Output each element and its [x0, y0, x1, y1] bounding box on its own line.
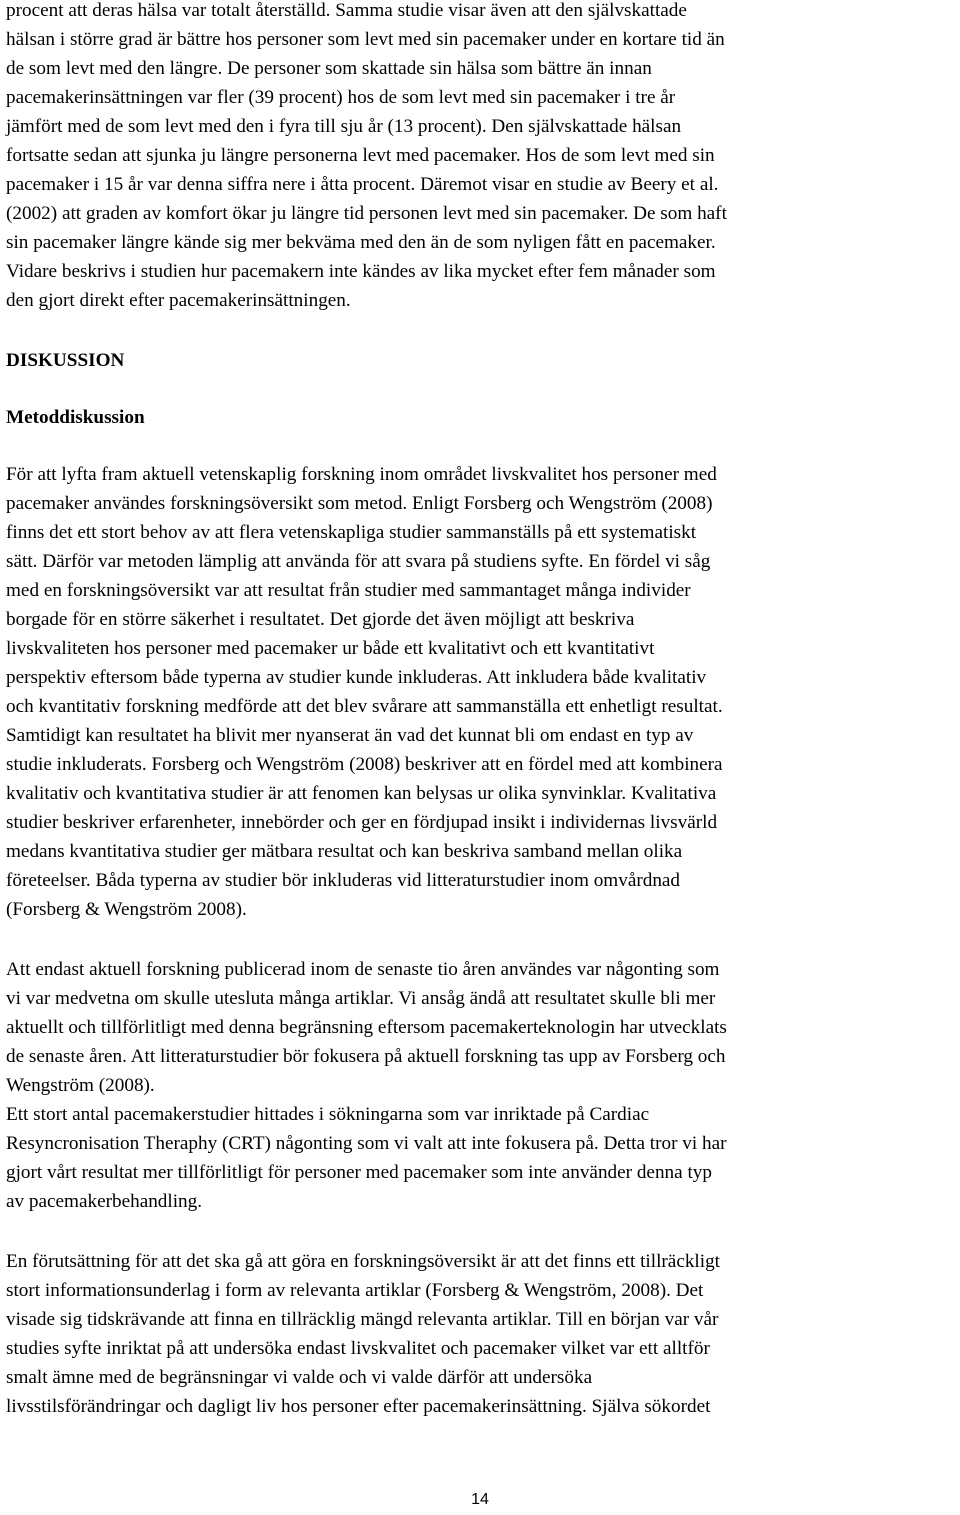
text-line: livsstilsförändringar och dagligt liv hos personer efter pacemakerinsättning. Själva sökordet [6, 1396, 711, 1417]
text-line: sin pacemaker längre kände sig mer bekväma med den än de som nyligen fått en pacemaker. [6, 232, 716, 253]
subsection-heading: Metoddiskussion [6, 407, 145, 428]
text-line: av pacemakerbehandling. [6, 1191, 203, 1212]
text-line: stort informationsunderlag i form av relevanta artiklar (Forsberg & Wengström, 2008). Det [6, 1280, 704, 1301]
text-line: vi var medvetna om skulle utesluta många artiklar. Vi ansåg ändå att resultatet skulle bli mer [6, 988, 716, 1009]
text-line: och kvantitativ forskning medförde att det blev svårare att sammanställa ett enhetligt resultat. [6, 696, 723, 717]
text-line: medans kvantitativa studier ger mätbara resultat och kan beskriva samband mellan olika [6, 841, 683, 862]
text-line: livskvaliteten hos personer med pacemaker ur både ett kvalitativt och ett kvantitativt [6, 638, 655, 659]
text-line: jämfört med de som levt med den i fyra till sju år (13 procent). Den självskattade hälsan [6, 116, 682, 137]
text-line: hälsan i större grad är bättre hos personer som levt med sin pacemaker under en kortare tid än [6, 29, 725, 50]
text-line: fortsatte sedan att sjunka ju längre personerna levt med pacemaker. Hos de som levt med sin [6, 145, 715, 166]
text-line: pacemaker i 15 år var denna siffra nere i åtta procent. Däremot visar en studie av Beery et al. [6, 174, 719, 195]
text-line: studie inkluderats. Forsberg och Wengström (2008) beskriver att en fördel med att kombinera [6, 754, 723, 775]
text-line: sätt. Därför var metoden lämplig att använda för att svara på studiens syfte. En fördel vi såg [6, 551, 711, 572]
text-line: procent att deras hälsa var totalt återställd. Samma studie visar även att den självskattade [6, 0, 687, 21]
text-line: studier beskriver erfarenheter, innebörder och ger en fördjupad insikt i individernas livsvärld [6, 812, 718, 833]
text-line: Vidare beskrivs i studien hur pacemakern inte kändes av lika mycket efter fem månader som [6, 261, 716, 282]
text-line: För att lyfta fram aktuell vetenskaplig forskning inom området livskvalitet hos personer med [6, 464, 717, 485]
text-line: Resyncronisation Theraphy (CRT) någonting som vi valt att inte fokusera på. Detta tror vi har [6, 1133, 727, 1154]
text-line: gjort vårt resultat mer tillförlitligt för personer med pacemaker som inte använder denna typ [6, 1162, 712, 1183]
text-line: Ett stort antal pacemakerstudier hittades i sökningarna som var inriktade på Cardiac [6, 1104, 650, 1125]
text-line: En förutsättning för att det ska gå att göra en forskningsöversikt är att det finns ett tillräckligt [6, 1251, 721, 1272]
text-line: företeelser. Båda typerna av studier bör inkluderas vid litteraturstudier inom omvårdnad [6, 870, 681, 891]
text-line: kvalitativ och kvantitativa studier är att fenomen kan belysas ur olika synvinklar. Kvalitativa [6, 783, 717, 804]
text-line: smalt ämne med de begränsningar vi valde och vi valde därför att undersöka [6, 1367, 593, 1388]
text-line: den gjort direkt efter pacemakerinsättningen. [6, 290, 351, 311]
text-line: de som levt med den längre. De personer som skattade sin hälsa som bättre än innan [6, 58, 652, 79]
text-line: pacemaker användes forskningsöversikt som metod. Enligt Forsberg och Wengström (2008) [6, 493, 713, 514]
text-line: borgade för en större säkerhet i resultatet. Det gjorde det även möjligt att beskriva [6, 609, 635, 630]
text-line: studies syfte inriktat på att undersöka endast livskvalitet och pacemaker vilket var ett alltför [6, 1338, 710, 1359]
text-line: visade sig tidskrävande att finna en tillräcklig mängd relevanta artiklar. Till en början var vår [6, 1309, 719, 1330]
text-line: (2002) att graden av komfort ökar ju längre tid personen levt med sin pacemaker. De som haft [6, 203, 727, 224]
section-heading: DISKUSSION [6, 350, 125, 371]
text-line: Att endast aktuell forskning publicerad inom de senaste tio åren användes var någonting som [6, 959, 720, 980]
text-line: de senaste åren. Att litteraturstudier bör fokusera på aktuell forskning tas upp av Forsberg och [6, 1046, 726, 1067]
text-line: finns det ett stort behov av att flera vetenskapliga studier sammanställs på ett systematiskt [6, 522, 697, 543]
text-line: Samtidigt kan resultatet ha blivit mer nyanserat än vad det kunnat bli om endast en typ av [6, 725, 694, 746]
text-line: med en forskningsöversikt var att resultat från studier med sammantaget många individer [6, 580, 691, 601]
text-line: aktuellt och tillförlitligt med denna begränsning eftersom pacemakerteknologin har utvecklats [6, 1017, 727, 1038]
text-line: perspektiv eftersom både typerna av studier kunde inkluderas. Att inkludera både kvalitativ [6, 667, 707, 688]
text-line: pacemakerinsättningen var fler (39 procent) hos de som levt med sin pacemaker i tre år [6, 87, 676, 108]
text-line: (Forsberg & Wengström 2008). [6, 899, 247, 920]
text-line: Wengström (2008). [6, 1075, 155, 1096]
page-number: 14 [471, 1491, 489, 1508]
